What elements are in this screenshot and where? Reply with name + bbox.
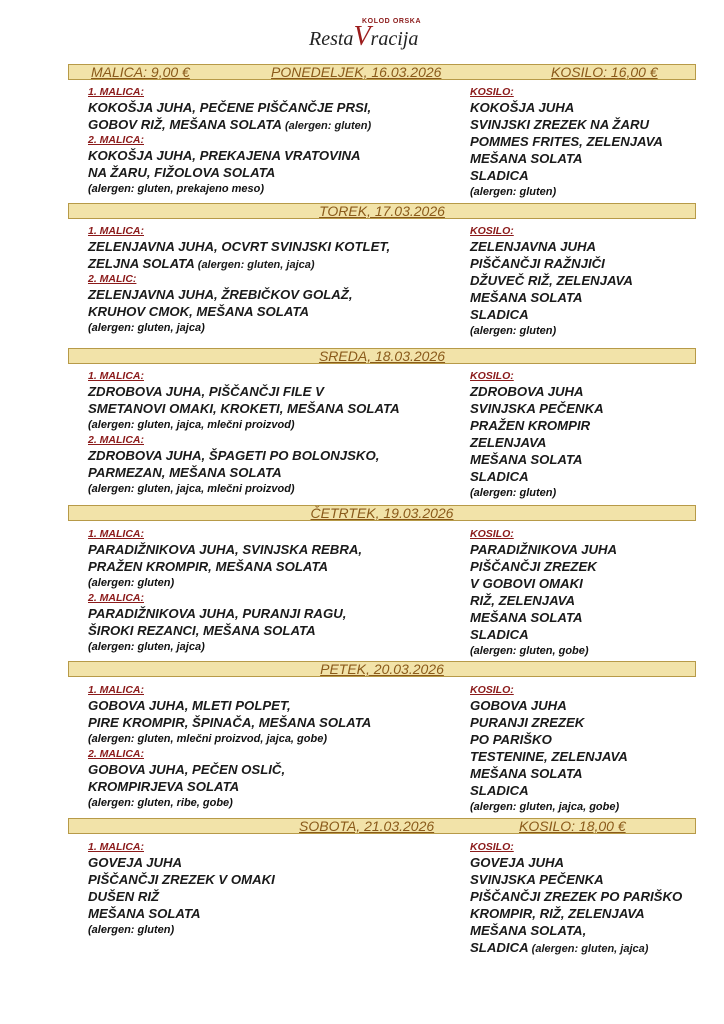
logo-small-text: KOLOD ORSKA [362, 18, 422, 25]
allergen-note: (alergen: gluten, jajca) [88, 641, 205, 653]
kosilo-label: KOSILO: [470, 225, 514, 237]
menu-item-line: NA ŽARU, FIŽOLOVA SOLATA [88, 165, 276, 180]
day-header-bar [68, 64, 696, 80]
menu-item-line: PIŠČANČJI ZREZEK PO PARIŠKO [470, 889, 683, 904]
menu-item-line: GOBOV RIŽ, MEŠANA SOLATA (alergen: gluten) [88, 117, 372, 132]
kosilo-label: KOSILO: [470, 841, 514, 853]
menu-item-line: ZELJNA SOLATA (alergen: gluten, jajca) [88, 256, 315, 271]
menu-item-line: ZELENJAVA [470, 435, 547, 450]
malica-label: 2. MALICA: [88, 592, 144, 604]
left-menu-column [88, 840, 275, 938]
malica-label: 1. MALICA: [88, 841, 144, 853]
menu-item-line: SMETANOVI OMAKI, KROKETI, MEŠANA SOLATA [88, 401, 400, 416]
menu-item-line: GOBOVA JUHA, MLETI POLPET, [88, 698, 291, 713]
menu-item-line: ŠIROKI REZANCI, MEŠANA SOLATA [88, 623, 316, 638]
menu-item-line: ZELENJAVNA JUHA, OCVRT SVINJSKI KOTLET, [88, 239, 391, 254]
malica-label: 2. MALICA: [88, 748, 144, 760]
menu-item-line: DŽUVEČ RIŽ, ZELENJAVA [470, 273, 633, 288]
right-menu-column [470, 683, 628, 815]
allergen-note: (alergen: gluten) [88, 577, 175, 589]
menu-item-line: SVINJSKA PEČENKA [470, 872, 604, 887]
allergen-note: (alergen: gluten, gobe) [470, 645, 589, 657]
menu-item-line: GOBOVA JUHA [470, 698, 567, 713]
menu-item-line: MEŠANA SOLATA [470, 610, 583, 625]
menu-item-line: MEŠANA SOLATA, [470, 923, 587, 938]
menu-item-line: ZELENJAVNA JUHA [470, 239, 597, 254]
allergen-note: (alergen: gluten, jajca, mlečni proizvod) [88, 483, 295, 495]
left-menu-column [88, 85, 371, 197]
allergen-note: (alergen: gluten) [470, 487, 557, 499]
logo-wordmark: RestaVracija [309, 21, 419, 52]
menu-item-line: MEŠANA SOLATA [88, 906, 201, 921]
menu-item-line: PRAŽEN KROMPIR [470, 418, 591, 433]
menu-item-line: KOKOŠJA JUHA, PREKAJENA VRATOVINA [88, 148, 361, 163]
menu-item-line: ZELENJAVNA JUHA, ŽREBIČKOV GOLAŽ, [88, 287, 353, 302]
day-header-bar [68, 661, 696, 677]
allergen-note: (alergen: gluten, mlečni proizvod, jajca, gobe) [88, 733, 327, 745]
menu-item-line: ZDROBOVA JUHA, ŠPAGETI PO BOLONJSKO, [88, 448, 380, 463]
allergen-note: (alergen: gluten) [281, 120, 372, 132]
menu-item-line: ZDROBOVA JUHA [470, 384, 584, 399]
allergen-note: (alergen: gluten) [470, 186, 557, 198]
menu-item-line: SVINJSKI ZREZEK NA ŽARU [470, 117, 650, 132]
menu-item-line: PARADIŽNIKOVA JUHA, SVINJSKA REBRA, [88, 542, 363, 557]
menu-item-line: MEŠANA SOLATA [470, 151, 583, 166]
day-date: TOREK, 17.03.2026 [319, 203, 445, 219]
malica-label: 1. MALICA: [88, 225, 144, 237]
menu-item-line: PARMEZAN, MEŠANA SOLATA [88, 465, 282, 480]
kosilo-price: KOSILO: 16,00 € [551, 64, 658, 80]
malica-price: MALICA: 9,00 € [91, 64, 190, 80]
day-date: PETEK, 20.03.2026 [320, 661, 444, 677]
day-header-bar [68, 203, 696, 219]
menu-item-line: KROMPIRJEVA SOLATA [88, 779, 240, 794]
menu-item-line: MEŠANA SOLATA [470, 290, 583, 305]
menu-item-line: PRAŽEN KROMPIR, MEŠANA SOLATA [88, 559, 329, 574]
left-menu-column [88, 683, 371, 811]
allergen-note: (alergen: gluten, ribe, gobe) [88, 797, 233, 809]
allergen-note: (alergen: gluten, jajca) [88, 322, 205, 334]
menu-item-line: PIŠČANČJI RAŽNJIČI [470, 256, 605, 271]
right-menu-column [470, 840, 682, 956]
kosilo-price: KOSILO: 18,00 € [519, 818, 626, 834]
malica-label: 2. MALICA: [88, 434, 144, 446]
menu-item-line: SVINJSKA PEČENKA [470, 401, 604, 416]
allergen-note: (alergen: gluten, jajca) [528, 943, 649, 955]
kosilo-label: KOSILO: [470, 528, 514, 540]
menu-item-line: SLADICA [470, 627, 529, 642]
day-header-bar [68, 348, 696, 364]
day-date: PONEDELJEK, 16.03.2026 [271, 64, 442, 80]
left-menu-column [88, 527, 362, 655]
allergen-note: (alergen: gluten, jajca, gobe) [470, 801, 620, 813]
menu-item-line: GOBOVA JUHA, PEČEN OSLIČ, [88, 762, 286, 777]
menu-item-line: PO PARIŠKO [470, 732, 552, 747]
allergen-note: (alergen: gluten, jajca, mlečni proizvod) [88, 419, 295, 431]
kosilo-label: KOSILO: [470, 86, 514, 98]
allergen-note: (alergen: gluten) [470, 325, 557, 337]
menu-item-line: PURANJI ZREZEK [470, 715, 585, 730]
malica-label: 1. MALICA: [88, 684, 144, 696]
menu-item-line: RIŽ, ZELENJAVA [470, 593, 576, 608]
menu-item-line: SLADICA [470, 469, 529, 484]
menu-item-line: PIŠČANČJI ZREZEK V OMAKI [88, 872, 275, 887]
day-date: SREDA, 18.03.2026 [318, 348, 446, 364]
malica-label: 1. MALICA: [88, 528, 144, 540]
right-menu-column [470, 527, 617, 659]
kosilo-label: KOSILO: [470, 370, 514, 382]
day-header-bar [68, 505, 696, 521]
allergen-note: (alergen: gluten) [88, 924, 175, 936]
menu-item-line: MEŠANA SOLATA [470, 452, 583, 467]
menu-item-line: PIŠČANČJI ZREZEK [470, 559, 597, 574]
menu-item-line: PIRE KROMPIR, ŠPINAČA, MEŠANA SOLATA [88, 715, 372, 730]
menu-item-line: GOVEJA JUHA [470, 855, 565, 870]
menu-item-line: KOKOŠJA JUHA [470, 100, 575, 115]
malica-label: 1. MALICA: [88, 86, 144, 98]
menu-item-line: PARADIŽNIKOVA JUHA [470, 542, 618, 557]
menu-item-line: GOVEJA JUHA [88, 855, 183, 870]
day-date: ČETRTEK, 19.03.2026 [310, 505, 454, 521]
menu-item-line: KOKOŠJA JUHA, PEČENE PIŠČANČJE PRSI, [88, 100, 372, 115]
day-date: SOBOTA, 21.03.2026 [299, 818, 435, 834]
menu-item-line: V GOBOVI OMAKI [470, 576, 583, 591]
menu-item-line: TESTENINE, ZELENJAVA [470, 749, 628, 764]
menu-item-line: MEŠANA SOLATA [470, 766, 583, 781]
malica-label: 2. MALICA: [88, 134, 144, 146]
menu-item-line: SLADICA (alergen: gluten, jajca) [470, 940, 649, 955]
day-header-bar [68, 818, 696, 834]
allergen-note: (alergen: gluten, jajca) [194, 259, 315, 271]
right-menu-column [470, 224, 633, 339]
malica-label: 2. MALIC: [88, 273, 137, 285]
menu-item-line: DUŠEN RIŽ [88, 889, 160, 904]
allergen-note: (alergen: gluten, prekajeno meso) [88, 183, 265, 195]
left-menu-column [88, 369, 400, 497]
kosilo-label: KOSILO: [470, 684, 514, 696]
right-menu-column [470, 369, 604, 501]
restaurant-logo [306, 16, 436, 58]
malica-label: 1. MALICA: [88, 370, 144, 382]
menu-item-line: SLADICA [470, 783, 529, 798]
right-menu-column [470, 85, 663, 200]
menu-item-line: SLADICA [470, 168, 529, 183]
menu-item-line: PARADIŽNIKOVA JUHA, PURANJI RAGU, [88, 606, 347, 621]
menu-item-line: POMMES FRITES, ZELENJAVA [470, 134, 663, 149]
menu-item-line: SLADICA [470, 307, 529, 322]
menu-item-line: KRUHOV CMOK, MEŠANA SOLATA [88, 304, 310, 319]
menu-item-line: ZDROBOVA JUHA, PIŠČANČJI FILE V [88, 384, 324, 399]
left-menu-column [88, 224, 390, 336]
menu-item-line: KROMPIR, RIŽ, ZELENJAVA [470, 906, 645, 921]
